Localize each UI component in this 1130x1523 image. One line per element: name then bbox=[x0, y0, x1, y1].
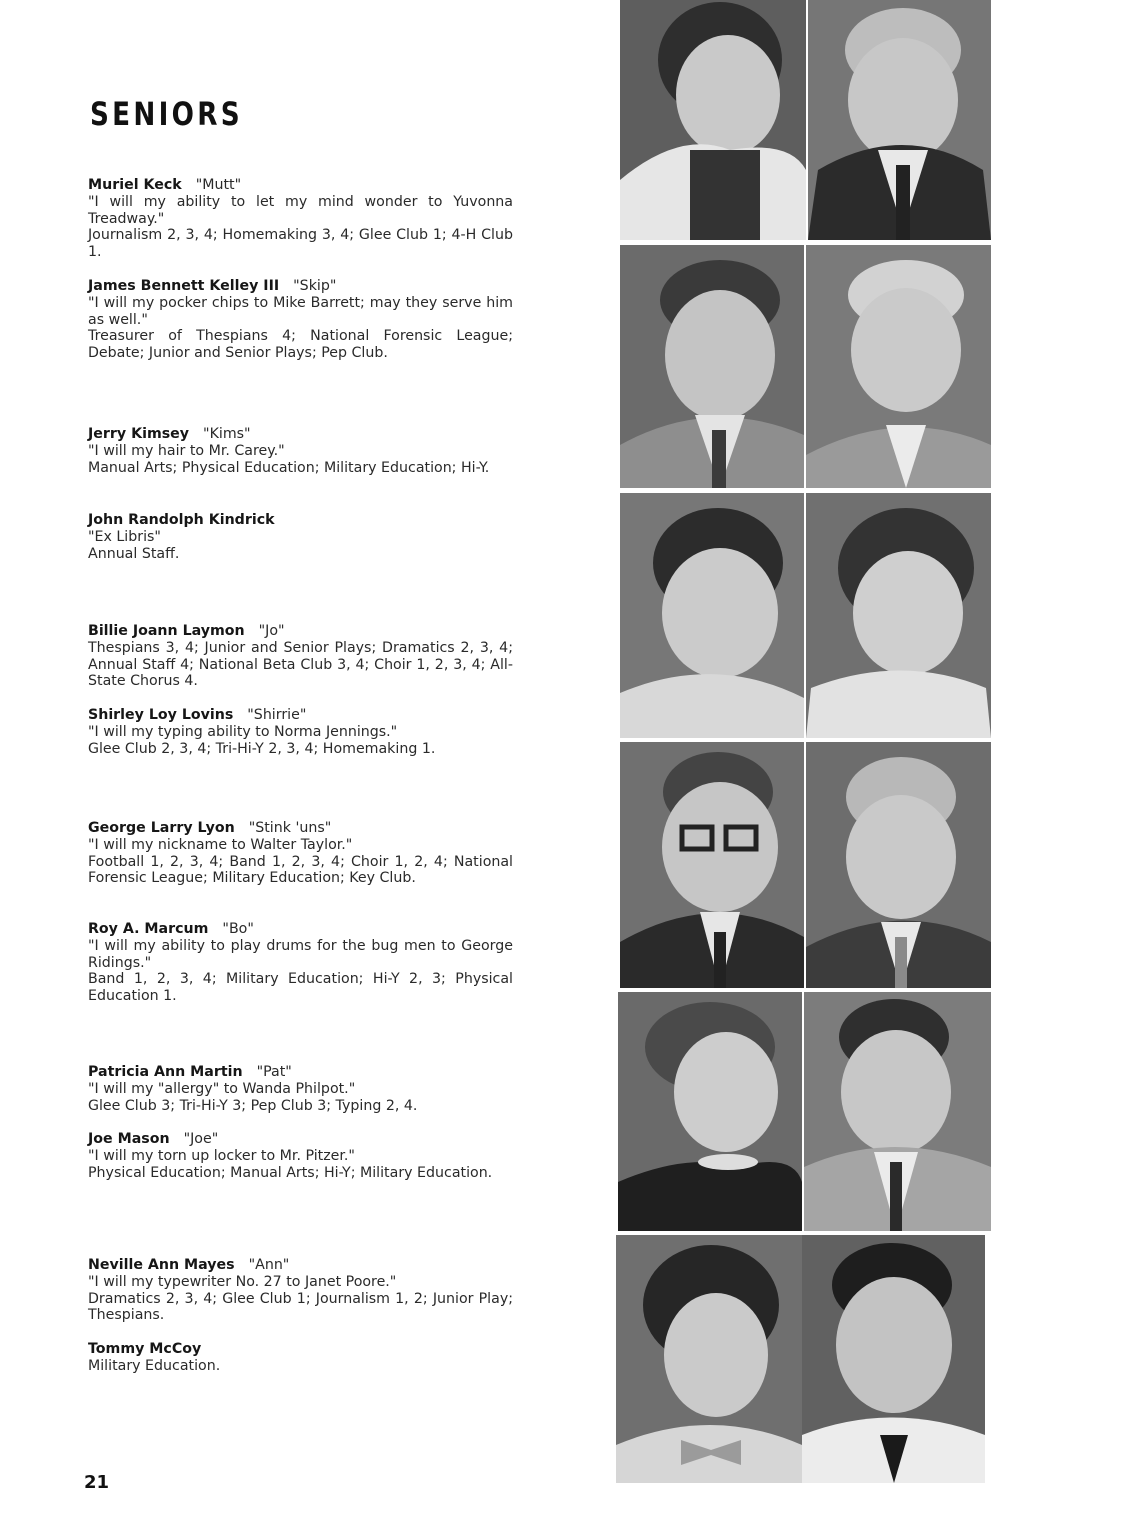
senior-entry-neville-mayes bbox=[88, 1257, 513, 1324]
senior-bequest: "I will my torn up locker to Mr. Pitzer." bbox=[88, 1147, 355, 1164]
senior-nickname: "Kims" bbox=[203, 426, 251, 442]
senior-entry-james-kelley bbox=[88, 278, 513, 362]
senior-name: Tommy McCoy bbox=[88, 1341, 202, 1357]
portrait-photo-joe-mason bbox=[804, 992, 991, 1231]
senior-bequest: "I will my nickname to Walter Taylor." bbox=[88, 836, 353, 853]
senior-entry-muriel-keck bbox=[88, 177, 513, 261]
senior-activities: Dramatics 2, 3, 4; Glee Club 1; Journalism 1, 2; Junior Play; Thespians. bbox=[88, 1290, 513, 1324]
senior-nickname: "Joe" bbox=[183, 1131, 219, 1147]
senior-bequest: "I will my typing ability to Norma Jennings." bbox=[88, 723, 398, 740]
senior-name: Roy A. Marcum bbox=[88, 921, 209, 937]
portrait-photo-patricia-martin bbox=[618, 992, 802, 1231]
senior-name: James Bennett Kelley III bbox=[88, 278, 280, 294]
senior-bequest: "I will my typewriter No. 27 to Janet Poore." bbox=[88, 1273, 397, 1290]
senior-nickname: "Skip" bbox=[293, 278, 337, 294]
senior-activities: Journalism 2, 3, 4; Homemaking 3, 4; Glee Club 1; 4-H Club 1. bbox=[88, 227, 513, 261]
portrait-photo-neville-mayes bbox=[616, 1235, 802, 1483]
portrait-photo-jerry-kimsey bbox=[620, 245, 804, 488]
senior-name: Neville Ann Mayes bbox=[88, 1257, 235, 1273]
portrait-photo-billie-laymon bbox=[620, 493, 804, 738]
portrait-photo-tommy-mccoy bbox=[802, 1235, 985, 1483]
portrait-photo-james-kelley bbox=[808, 0, 991, 240]
senior-activities: Treasurer of Thespians 4; National Forensic League; Debate; Junior and Senior Plays; Pep Club. bbox=[88, 328, 513, 362]
senior-nickname: "Stink 'uns" bbox=[248, 820, 332, 836]
senior-motto: "Ex Libris" bbox=[88, 528, 161, 545]
senior-nickname: "Jo" bbox=[258, 623, 285, 639]
portrait-photo-john-kindrick bbox=[806, 245, 991, 488]
senior-bequest: "I will my "allergy" to Wanda Philpot." bbox=[88, 1080, 356, 1097]
senior-name: Joe Mason bbox=[88, 1131, 170, 1147]
senior-activities: Manual Arts; Physical Education; Military Education; Hi-Y. bbox=[88, 459, 490, 476]
senior-name: Billie Joann Laymon bbox=[88, 623, 245, 639]
senior-name: Patricia Ann Martin bbox=[88, 1064, 243, 1080]
portrait-photo-muriel-keck bbox=[620, 0, 806, 240]
senior-activities: Glee Club 3; Tri-Hi-Y 3; Pep Club 3; Typing 2, 4. bbox=[88, 1097, 418, 1114]
senior-name: George Larry Lyon bbox=[88, 820, 235, 836]
senior-activities: Military Education. bbox=[88, 1357, 221, 1374]
senior-entry-shirley-lovins bbox=[88, 707, 513, 757]
senior-entry-roy-marcum bbox=[88, 921, 513, 1005]
portrait-photo-george-lyon bbox=[620, 742, 804, 988]
senior-name: Muriel Keck bbox=[88, 177, 182, 193]
senior-activities: Football 1, 2, 3, 4; Band 1, 2, 3, 4; Choir 1, 2, 4; National Forensic League; Military Education; Key Club. bbox=[88, 853, 513, 887]
senior-name: John Randolph Kindrick bbox=[88, 512, 275, 528]
senior-activities: Thespians 3, 4; Junior and Senior Plays; Dramatics 2, 3, 4; Annual Staff 4; National Beta Club 3, 4; Choir 1, 2, 3, 4; All-State Chorus 4. bbox=[88, 639, 513, 690]
senior-nickname: "Bo" bbox=[222, 921, 254, 937]
senior-nickname: "Pat" bbox=[256, 1064, 292, 1080]
page-title: SENIORS bbox=[90, 95, 243, 133]
senior-name: Jerry Kimsey bbox=[88, 426, 190, 442]
senior-entry-joe-mason bbox=[88, 1131, 513, 1181]
senior-entry-jerry-kimsey bbox=[88, 426, 513, 476]
senior-activities: Physical Education; Manual Arts; Hi-Y; Military Education. bbox=[88, 1164, 493, 1181]
senior-bequest: "I will my hair to Mr. Carey." bbox=[88, 442, 285, 459]
senior-activities: Annual Staff. bbox=[88, 545, 180, 562]
senior-name: Shirley Loy Lovins bbox=[88, 707, 234, 723]
senior-entry-patricia-martin bbox=[88, 1064, 513, 1114]
senior-nickname: "Mutt" bbox=[195, 177, 242, 193]
senior-entry-tommy-mccoy bbox=[88, 1341, 513, 1375]
portrait-photo-shirley-lovins bbox=[806, 493, 991, 738]
senior-bequest: "I will my ability to play drums for the bug men to George Ridings." bbox=[88, 937, 513, 971]
senior-bequest: "I will my pocker chips to Mike Barrett; may they serve him as well." bbox=[88, 294, 513, 328]
senior-bequest: "I will my ability to let my mind wonder to Yuvonna Treadway." bbox=[88, 193, 513, 227]
senior-entry-billie-laymon bbox=[88, 623, 513, 690]
senior-activities: Band 1, 2, 3, 4; Military Education; Hi-Y 2, 3; Physical Education 1. bbox=[88, 971, 513, 1005]
page-number: 21 bbox=[84, 1472, 110, 1493]
senior-activities: Glee Club 2, 3, 4; Tri-Hi-Y 2, 3, 4; Homemaking 1. bbox=[88, 740, 436, 757]
senior-nickname: "Ann" bbox=[248, 1257, 290, 1273]
portrait-photo-roy-marcum bbox=[806, 742, 991, 988]
senior-nickname: "Shirrie" bbox=[247, 707, 307, 723]
senior-entry-george-lyon bbox=[88, 820, 513, 887]
senior-entry-john-kindrick bbox=[88, 512, 513, 562]
